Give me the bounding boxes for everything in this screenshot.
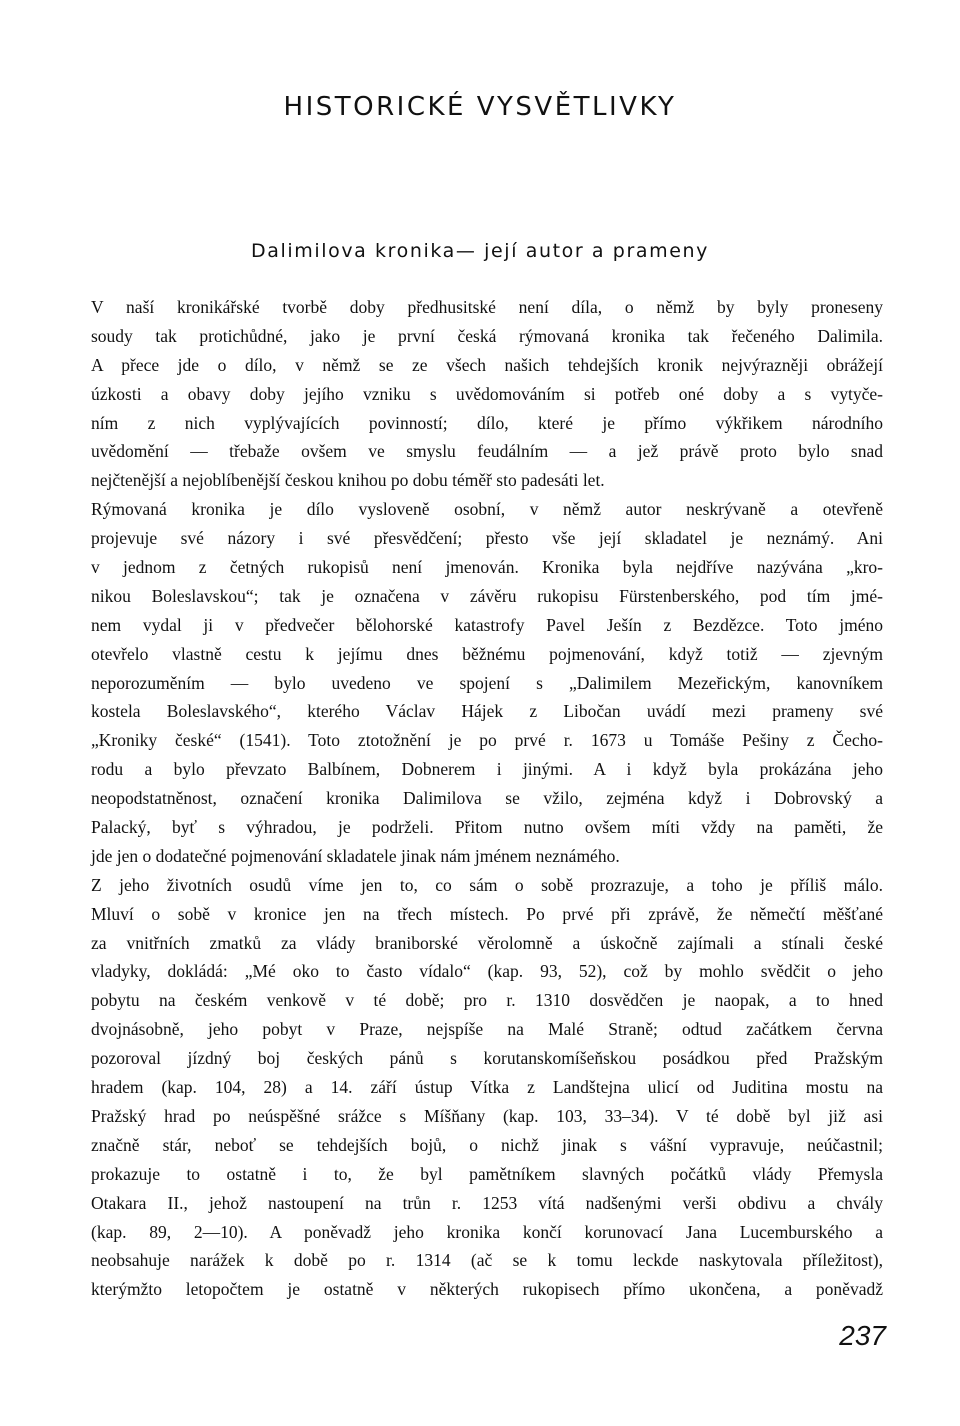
text-line: úzkosti a obavy doby jejího vzniku s uvědomováním si potřeb oné doby a s vytyče- <box>91 383 883 404</box>
text-line: prokazuje to ostatně i to, že byl pamětníkem slavných počátků vlády Přemysla <box>91 1163 883 1184</box>
text-line: ním z nich vyplývajících povinností; dílo, které je přímo výkřikem národního <box>91 412 883 433</box>
text-line: V naší kronikářské tvorbě doby předhusitské není díla, o němž by byly proneseny <box>91 297 883 317</box>
text-line: Z jeho životních osudů víme jen to, co sám o sobě prozrazuje, a toho je příliš málo. <box>91 874 883 895</box>
text-line: jde jen o dodatečné pojmenování skladatele jinak nám jménem neznámého. <box>91 845 620 866</box>
text-line: v jednom z četných rukopisů není jmenován. Kronika byla nejdříve nazývána „kro- <box>91 557 883 578</box>
text-line: (kap. 89, 2—10). A poněvadž jeho kronika končí korunovací Jana Lucemburského a <box>91 1221 883 1242</box>
text-line: značně stár, neboť se tehdejších bojů, o nichž jinak s vášní vypravuje, neúčastnil; <box>91 1134 883 1155</box>
text-line: nem vydal ji v předvečer bělohorské katastrofy Pavel Ješín z Bezdězce. Toto jméno <box>91 614 883 635</box>
text-line: Palacký, byť s výhradou, je podrželi. Přitom nutno ovšem míti vždy na paměti, že <box>91 817 883 838</box>
text-line: A přece jde o dílo, v němž se ze všech našich tehdejších kronik nejvýrazněji obrážejí <box>91 354 883 375</box>
text-line: Otakara II., jehož nastoupení na trůn r. 1253 vítá nadšenými verši obdivu a chvály <box>91 1192 883 1213</box>
text-line: „Kroniky české“ (1541). Toto ztotožnění je po prvé r. 1673 u Tomáše Pešiny z Čecho- <box>91 730 883 751</box>
text-line: pobytu na českém venkově v té době; pro r. 1310 dosvědčen je naopak, a to hned <box>91 990 883 1011</box>
text-line: projevuje své názory i své přesvědčení; přesto vše její skladatel je neznámý. Ani <box>91 528 883 549</box>
text-line: neporozuměním — bylo uvedeno ve spojení s „Dalimilem Mezeřickým, kanovníkem <box>91 672 883 693</box>
text-line: hradem (kap. 104, 28) a 14. září ústup Vítka z Landštejna ulicí od Juditina mostu na <box>91 1077 883 1098</box>
text-line: neopodstatněnost, označení kronika Dalimilova se vžilo, zejména když i Dobrovský a <box>91 788 883 809</box>
text-line: rodu a bylo převzato Balbínem, Dobnerem i jinými. A i když byla prokázána jeho <box>91 759 883 780</box>
text-line: Mluví o sobě v kronice jen na třech místech. Po prvé při zprávě, že němečtí měšťané <box>91 903 883 924</box>
text-line: Rýmovaná kronika je dílo vysloveně osobní, v němž autor neskrývaně a otevřeně <box>91 499 883 520</box>
text-line: nikou Boleslavskou“; tak je označena v závěru rukopisu Fürstenberského, pod tím jmé- <box>91 585 883 606</box>
text-line: otevřelo vlastně cestu k jejímu dnes běžnému pojmenování, když totiž — zjevným <box>91 643 883 664</box>
text-line: soudy tak protichůdné, jako je první česká rýmovaná kronika tak řečeného Dalimila. <box>91 325 883 346</box>
page-title: HISTORICKÉ VYSVĚTLIVKY <box>283 92 677 122</box>
text-line: pozoroval jízdný boj českých pánů s korutanskomíšeňskou posádkou před Pražským <box>91 1048 883 1069</box>
text-line: Pražský hrad po neúspěšné srážce s Míšňany (kap. 103, 33–34). V té době byl již asi <box>91 1105 883 1126</box>
body-text <box>91 293 883 1304</box>
text-line: kostela Boleslavského“, kterého Václav Hájek z Libočan uvádí mezi prameny své <box>91 701 883 722</box>
text-line: neobsahuje narážek k době po r. 1314 (ač se k tomu leckde naskytovala příležitost), <box>91 1250 883 1271</box>
text-line: vladyky, dokládá: „Mé oko to často vídalo“ (kap. 93, 52), což by mohlo svědčit o jeho <box>91 961 883 982</box>
text-line: nejčtenější a nejoblíbenější českou knihou po dobu téměř sto padesáti let. <box>91 470 605 491</box>
text-line: dvojnásobně, jeho pobyt v Praze, nejspíše na Malé Straně; odtud začátkem června <box>91 1019 883 1040</box>
text-line: za vnitřních zmatků za vlády braniborské věrolomně a úskočně zajímali a stínali české <box>91 932 883 953</box>
text-line: kterýmžto letopočtem je ostatně v některých rukopisech přímo ukončena, a poněvadž <box>91 1279 883 1300</box>
page-number: 237 <box>839 1320 886 1351</box>
text-line: uvědomění — třebaže ovšem ve smyslu feudálním — a jež právě proto bylo snad <box>91 441 883 462</box>
section-subtitle: Dalimilova kronika— její autor a prameny <box>251 240 709 262</box>
